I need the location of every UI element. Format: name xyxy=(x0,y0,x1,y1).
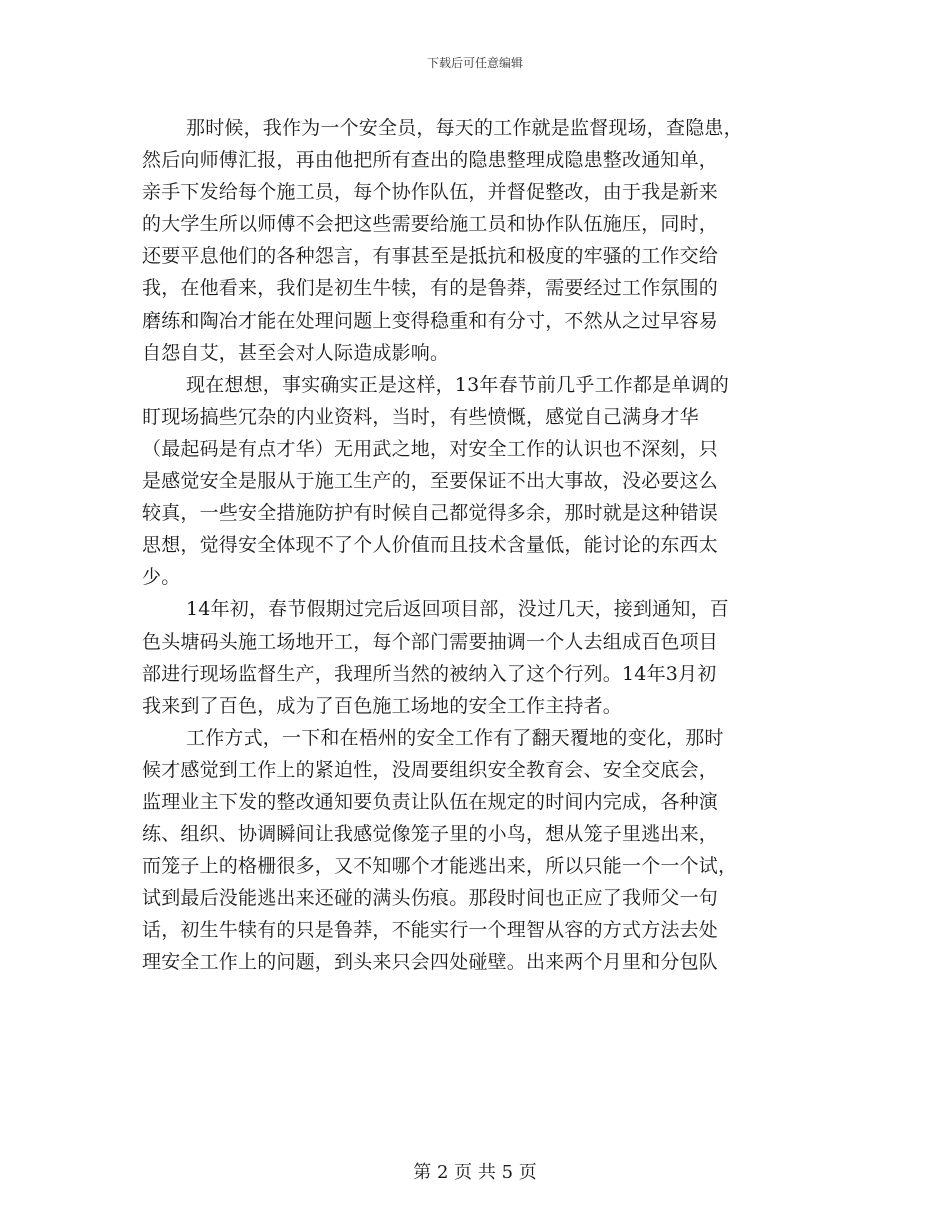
paragraph-1 xyxy=(142,112,812,369)
text-line: 理安全工作上的问题，到头来只会四处碰壁。出来两个月里和分包队 xyxy=(142,951,719,974)
paragraph-3 xyxy=(142,593,812,721)
text-line: 少。 xyxy=(142,566,181,589)
text-line: 的大学生所以师傅不会把这些需要给施工员和协作队伍施压，同时， xyxy=(142,213,719,236)
text-line: 14年初，春节假期过完后返回项目部，没过几天，接到通知，百 xyxy=(186,598,729,621)
text-line: 而笼子上的格栅很多，又不知哪个才能逃出来，所以只能一个一个试， xyxy=(142,855,738,878)
page-header: 下载后可任意编辑 xyxy=(426,56,523,70)
text-line: 工作方式，一下和在梧州的安全工作有了翻天覆地的变化，那时 xyxy=(186,726,724,749)
text-line: 现在想想，事实确实正是这样，13年春节前几乎工作都是单调的 xyxy=(186,373,729,396)
text-line: 是感觉安全是服从于施工生产的，至要保证不出大事故，没必要这么 xyxy=(142,470,719,493)
text-line: 话，初生牛犊有的只是鲁莽，不能实行一个理智从容的方式方法去处 xyxy=(142,919,719,942)
text-line: 色头塘码头施工场地开工，每个部门需要抽调一个人去组成百色项目 xyxy=(142,630,719,653)
document-body xyxy=(142,112,812,979)
text-line: 较真，一些安全措施防护有时候自己都觉得多余，那时就是这种错误 xyxy=(142,502,719,525)
text-line: 候才感觉到工作上的紧迫性，没周要组织安全教育会、安全交底会， xyxy=(142,758,719,781)
text-line: 亲手下发给每个施工员，每个协作队伍，并督促整改，由于我是新来 xyxy=(142,181,719,204)
text-line: 那时候，我作为一个安全员，每天的工作就是监督现场，查隐患， xyxy=(186,117,743,139)
text-line: 我，在他看来，我们是初生牛犊，有的是鲁莽，需要经过工作氛围的 xyxy=(142,277,719,300)
text-line: 我来到了百色，成为了百色施工场地的安全工作主持者。 xyxy=(142,694,623,717)
text-line: 盯现场搞些冗杂的内业资料，当时，有些愤慨，感觉自己满身才华 xyxy=(142,405,699,428)
text-line: 还要平息他们的各种怨言，有事甚至是抵抗和极度的牢骚的工作交给 xyxy=(142,245,719,268)
text-line: 练、组织、协调瞬间让我感觉像笼子里的小鸟，想从笼子里逃出来， xyxy=(142,823,719,846)
text-line: （最起码是有点才华）无用武之地，对安全工作的认识也不深刻，只 xyxy=(142,437,719,460)
paragraph-2 xyxy=(142,369,812,594)
text-line: 自怨自艾，甚至会对人际造成影响。 xyxy=(142,341,450,364)
text-line: 磨练和陶冶才能在处理问题上变得稳重和有分寸，不然从之过早容易 xyxy=(142,309,719,332)
text-line: 思想，觉得安全体现不了个人价值而且技术含量低，能讨论的东西太 xyxy=(142,534,719,557)
paragraph-4 xyxy=(142,722,812,979)
text-line: 然后向师傅汇报，再由他把所有查出的隐患整理成隐患整改通知单， xyxy=(142,149,719,172)
page-number: 第 2 页 共 5 页 xyxy=(413,1162,537,1183)
text-line: 部进行现场监督生产，我理所当然的被纳入了这个行列。14年3月初 xyxy=(142,662,717,685)
text-line: 试到最后没能逃出来还碰的满头伤痕。那段时间也正应了我师父一句 xyxy=(142,887,719,910)
text-line: 监理业主下发的整改通知要负责让队伍在规定的时间内完成，各种演 xyxy=(142,790,719,813)
